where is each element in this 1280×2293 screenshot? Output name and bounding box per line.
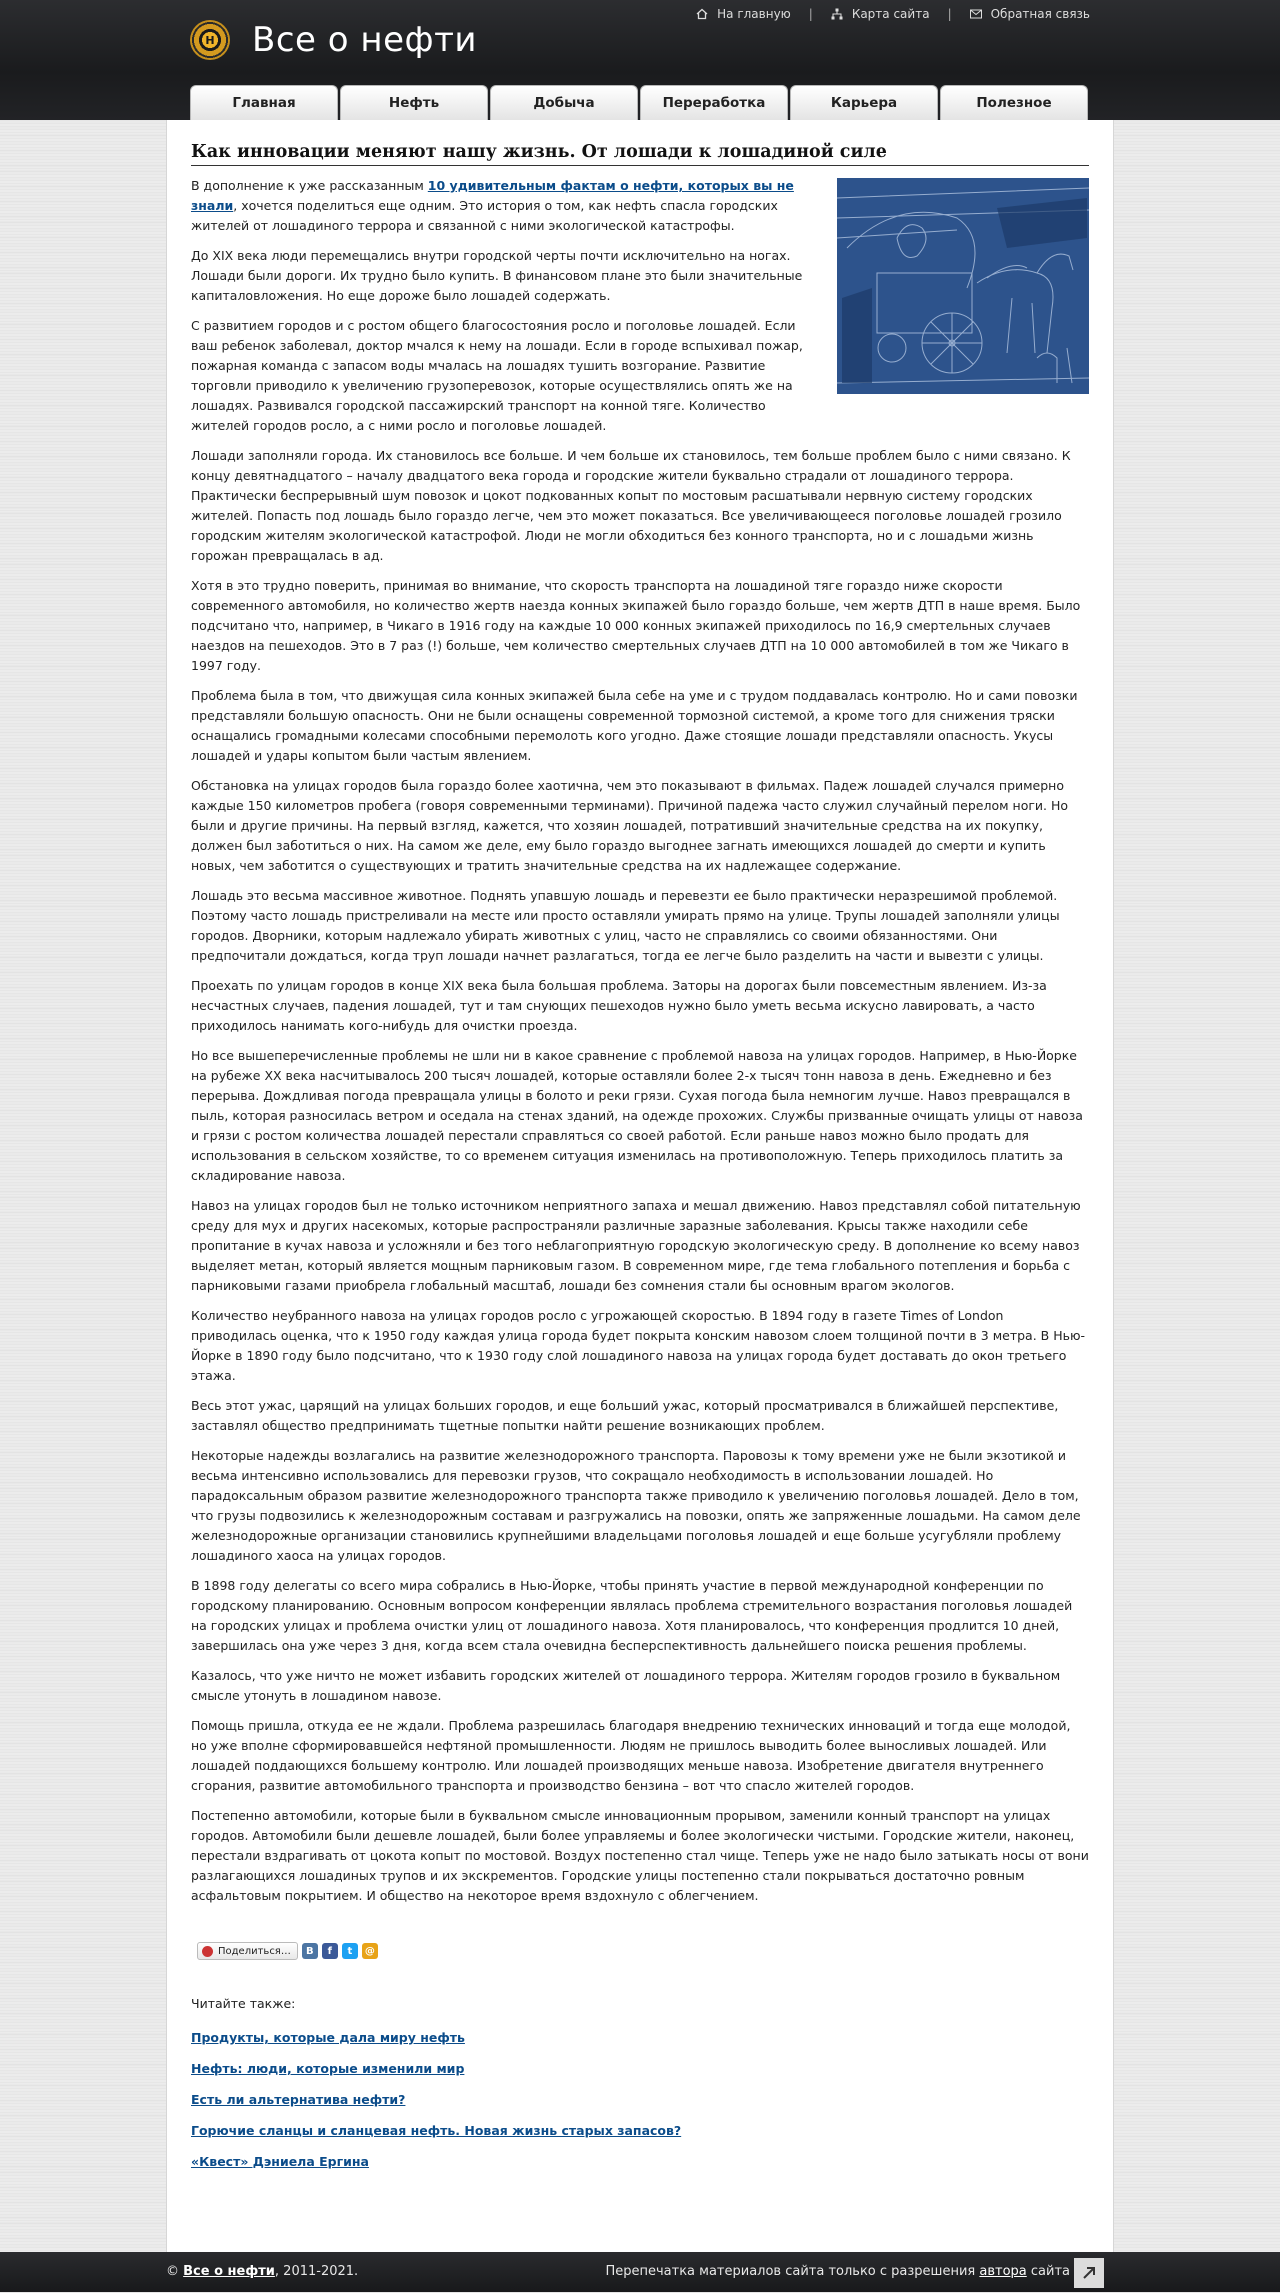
article-paragraph: Казалось, что уже ничто не может избавить городских жителей от лошадиного террора. Жителям городов грозило в буквальном смысле утонуть в лошадином навозе. bbox=[191, 1668, 1061, 1703]
article-paragraph: До XIX века люди перемещались внутри городской черты почти исключительно на ногах. Лошади были дороги. Их трудно было купить. В финансовом плане это были значительные капиталовложения. Но еще дороже было лошадей содержать. bbox=[191, 248, 803, 303]
read-also-link[interactable]: Продукты, которые дала миру нефть bbox=[191, 2030, 465, 2045]
article bbox=[191, 142, 1089, 1906]
nav-tab-extraction[interactable]: Добыча bbox=[490, 85, 638, 120]
home-link-label: На главную bbox=[717, 7, 791, 21]
top-links bbox=[696, 7, 1090, 21]
arrow-up-right-icon bbox=[1081, 2265, 1097, 2281]
article-illustration bbox=[837, 178, 1089, 394]
facebook-share-icon[interactable]: f bbox=[322, 1943, 338, 1959]
logo-icon: Н bbox=[190, 20, 230, 60]
site-title[interactable]: Все о нефти bbox=[252, 20, 477, 60]
article-paragraph: Навоз на улицах городов был не только источником неприятного запаха и мешал движению. Навоз представлял собой питательную среду для мух и других насекомых, которые распространяли различные заразные заболевания. Крысы также находили себе пропитание в кучах навоза и усложняли и без того неблагоприятную городскую экологическую среду. В дополнение ко всему навоз выделяет метан, который является мощным парниковым газом. В современном мире, где тема глобального потепления и борьба с парниковыми газами приобрела глобальный масштаб, лошади без сомнения стали бы основным врагом экологов. bbox=[191, 1198, 1081, 1293]
site-footer bbox=[0, 2252, 1280, 2292]
share-bar bbox=[191, 1942, 1089, 1960]
read-also-link[interactable]: Нефть: люди, которые изменили мир bbox=[191, 2061, 465, 2076]
main-nav bbox=[190, 85, 1090, 120]
reprint-text: Перепечатка материалов сайта только с разрешения bbox=[605, 2264, 976, 2279]
mail-icon bbox=[970, 8, 982, 20]
separator: | bbox=[808, 7, 813, 21]
sitemap-icon bbox=[831, 8, 843, 20]
intro-text-after: , хочется поделиться еще одним. Это история о том, как нефть спасла городских жителей от лошадиного террора и связанной с ними экологической катастрофы. bbox=[191, 198, 778, 233]
site-logo[interactable] bbox=[190, 20, 477, 60]
scroll-up-button[interactable] bbox=[1074, 2258, 1104, 2288]
mailru-share-icon[interactable]: @ bbox=[362, 1943, 378, 1959]
article-paragraph: Обстановка на улицах городов была гораздо более хаотична, чем это показывают в фильмах. Падеж лошадей случался примерно каждые 150 километров пробега (говоря современными терминами). Причиной падежа часто служил случайный перелом ноги. Но были и другие причины. На первый взгляд, кажется, что хозяин лошадей, потративший значительные средства на их покупку, должен был заботиться о них. На самом же деле, ему было гораздо выгоднее загнать имеющихся лошадей до смерти и купить новых, чем заботится о существующих и тратить значительные средства на их надлежащее содержание. bbox=[191, 778, 1069, 873]
article-paragraph: Постепенно автомобили, которые были в буквальном смысле инновационным прорывом, заменили конный транспорт на улицах городов. Автомобили были дешевле лошадей, были более управляемы и более экологически чистыми. Городские жители, наконец, перестали вздрагивать от цокота копыт по мостовой. Воздух постепенно стал чище. Теперь уже не надо было затыкать носы от вони разлагающихся лошадиных трупов и их экскрементов. Городские улицы постепенно стали покрываться достаточно ровным асфальтовым покрытием. И общество на некоторое время вздохнуло с облегчением. bbox=[191, 1808, 1089, 1903]
article-paragraph: Но все вышеперечисленные проблемы не шли ни в какое сравнение с проблемой навоза на улицах городов. Например, в Нью-Йорке на рубеже XX века насчитывалось 200 тысяч лошадей, которые оставляли более 2-х тысяч тонн навоза в день. Ежедневно и без перерыва. Дождливая погода превращала улицы в болото и реки грязи. Сухая погода была немногим лучше. Навоз превращался в пыль, которая разносилась ветром и оседала на стенах зданий, на одежде прохожих. Службы призванные очищать улицы от навоза и грязи с ростом количества лошадей перестали справляться со своей работой. Если раньше навоз можно было продать для использования в сельском хозяйстве, то со временем ситуация изменилась на противоположную. Теперь приходилось платить за складирование навоза. bbox=[191, 1048, 1083, 1183]
article-paragraph: Хотя в это трудно поверить, принимая во внимание, что скорость транспорта на лошадиной тяге гораздо ниже скорости современного автомобиля, но количество жертв наезда конных экипажей было гораздо больше, чем жертв ДТП в наше время. Было подсчитано что, например, в Чикаго в 1916 году на каждые 10 000 конных экипажей приходилось по 16,9 смертельных случаев наездов на пешеходов. Это в 7 раз (!) больше, чем количество смертельных случаев ДТП на 10 000 автомобилей в том же Чикаго в 1997 году. bbox=[191, 578, 1081, 673]
article-paragraph: Количество неубранного навоза на улицах городов росло с угрожающей скоростью. В 1894 году в газете Times of London приводилась оценка, что к 1950 году каждая улица города будет покрыта конским навозом слоем толщиной почти в 3 метра. В Нью-Йорке в 1890 году было подсчитано, что к 1930 году слой лошадиного навоза на улицах города будет доставать до окон третьего этажа. bbox=[191, 1308, 1085, 1383]
footer-copyright bbox=[166, 2264, 358, 2279]
nav-tab-career[interactable]: Карьера bbox=[790, 85, 938, 120]
nav-tab-oil[interactable]: Нефть bbox=[340, 85, 488, 120]
article-paragraph: Некоторые надежды возлагались на развитие железнодорожного транспорта. Паровозы к тому времени уже не были экзотикой и весьма интенсивно использовались для перевозки грузов, что сокращало необходимость в использовании лошадей. Но парадоксальным образом развитие железнодорожного транспорта также приводило к увеличению поголовья лошадей. Дело в том, что грузы подвозились к железнодорожным составам и разгружались на повозки, опять же запряженные лошадьми. На самом деле железнодорожные организации становились крупнейшими владельцами поголовья лошадей и еще больше усугубляли проблему лошадиного хаоса на улицах городов. bbox=[191, 1448, 1081, 1563]
nav-tab-home[interactable]: Главная bbox=[190, 85, 338, 120]
share-button-label: Поделиться… bbox=[218, 1945, 291, 1957]
article-paragraph: С развитием городов и с ростом общего благосостояния росло и поголовье лошадей. Если ваш ребенок заболевал, доктор мчался к нему на лошади. Если в городе вспыхивал пожар, пожарная команда с запасом воды мчалась на лошадях тушить возгорание. Развитие торговли приводило к увеличению грузоперевозок, которые осуществлялись опять же на лошадях. Развивался городской пассажирский транспорт на конной тяге. Количество жителей городов росло, а с ними росло и поголовье лошадей. bbox=[191, 318, 803, 433]
article-paragraph: Весь этот ужас, царящий на улицах больших городов, и еще больший ужас, который просматривался в ближайшей перспективе, заставлял общество предпринимать тщетные попытки найти решение возникающих проблем. bbox=[191, 1398, 1059, 1433]
read-also bbox=[191, 1996, 1089, 2169]
home-icon bbox=[696, 8, 708, 20]
twitter-share-icon[interactable]: t bbox=[342, 1943, 358, 1959]
article-paragraph: Лошади заполняли города. Их становилось все больше. И чем больше их становилось, тем больше проблем было с ними связано. К концу девятнадцатого – началу двадцатого века города и городские жители буквально страдали от лошадиного террора. Практически беспрерывный шум повозок и цокот подкованных копыт по мостовым расшатывали нервную систему городских жителей. Попасть под лошадь было гораздо легче, чем это может показаться. Все увеличивающееся поголовье лошадей грозило городским жителям экологической катастрофой. Люди не могли обходиться без конного транспорта, но и с лошадьми жизнь горожан превращалась в ад. bbox=[191, 448, 1071, 563]
horse-carriage-engraving-icon bbox=[837, 178, 1089, 394]
site-header bbox=[0, 0, 1280, 120]
footer-years: , 2011-2021. bbox=[274, 2264, 359, 2279]
read-also-link[interactable]: Горючие сланцы и сланцевая нефть. Новая жизнь старых запасов? bbox=[191, 2123, 682, 2138]
footer-site-link[interactable]: Все о нефти bbox=[183, 2264, 275, 2279]
sitemap-link-label: Карта сайта bbox=[851, 7, 930, 21]
feedback-link[interactable] bbox=[970, 7, 1090, 21]
read-also-link[interactable]: Есть ли альтернатива нефти? bbox=[191, 2092, 406, 2107]
share-button[interactable] bbox=[197, 1942, 298, 1960]
facts-article-link[interactable]: 10 удивительным фактам о нефти, которых вы не знали bbox=[191, 178, 794, 213]
sitemap-link[interactable] bbox=[831, 7, 930, 21]
feedback-link-label: Обратная связь bbox=[990, 7, 1090, 21]
copyright-sign: © bbox=[166, 2264, 179, 2279]
nav-tab-useful[interactable]: Полезное bbox=[940, 85, 1088, 120]
vk-share-icon[interactable]: В bbox=[302, 1943, 318, 1959]
intro-text-before: В дополнение к уже рассказанным bbox=[191, 178, 428, 193]
article-title: Как инновации меняют нашу жизнь. От лошади к лошадиной силе bbox=[191, 142, 1089, 166]
article-paragraph: Лошадь это весьма массивное животное. Поднять упавшую лошадь и перевезти ее было практически неразрешимой проблемой. Поэтому часто лошадь пристреливали на месте или просто оставляли умирать прямо на улице. Трупы лошадей заполняли улицы городов. Дворники, которым надлежало убирать животных с улиц, часто не справлялись со своими обязанностями. Они предпочитали дождаться, когда труп лошади начнет разлагаться, тогда ее легче было разделить на части и вывезти с улицы. bbox=[191, 888, 1060, 963]
share-icon bbox=[202, 1946, 213, 1957]
reprint-text-after: сайта bbox=[1030, 2264, 1070, 2279]
author-link[interactable]: автора bbox=[979, 2264, 1027, 2279]
read-also-link[interactable]: «Квест» Дэниела Ергина bbox=[191, 2154, 369, 2169]
article-paragraph: В 1898 году делегаты со всего мира собрались в Нью-Йорке, чтобы принять участие в первой международной конференции по городскому планированию. Основным вопросом конференции являлась проблема стремительного возрастания поголовья лошадей на городских улицах и проблема очистки улиц от лошадиного навоза. Хотя планировалось, что конференция продлится 10 дней, завершилась она уже через 3 дня, когда всем стала очевидна бесперспективность дальнейшего поиска решения проблемы. bbox=[191, 1578, 1073, 1653]
nav-tab-refining[interactable]: Переработка bbox=[640, 85, 788, 120]
read-also-label: Читайте также: bbox=[191, 1996, 296, 2011]
content-area bbox=[166, 120, 1114, 2252]
article-paragraph: Проехать по улицам городов в конце XIX века была большая проблема. Заторы на дорогах были повсеместным явлением. Из-за несчастных случаев, падения лошадей, тут и там снующих пешеходов нужно было уметь весьма искусно лавировать, а часто приходилось нанимать кого-нибудь для очистки проезда. bbox=[191, 978, 1047, 1033]
footer-reprint-notice bbox=[605, 2264, 1070, 2279]
home-link[interactable] bbox=[696, 7, 791, 21]
separator: | bbox=[947, 7, 952, 21]
article-paragraph: Помощь пришла, откуда ее не ждали. Проблема разрешилась благодаря внедрению технических инноваций и тогда еще молодой, но уже вполне сформировавшейся нефтяной промышленности. Людям не пришлось выводить более выносливых лошадей. Или лошадей поддающихся большему контролю. Или лошадей производящих меньше навоза. Изобретение двигателя внутреннего сгорания, развитие автомобильного транспорта и производство бензина – вот что спасло жителей городов. bbox=[191, 1718, 1071, 1793]
article-paragraph: Проблема была в том, что движущая сила конных экипажей была себе на уме и с трудом поддавалась контролю. Но и сами повозки представляли большую опасность. Они не были оснащены современной тормозной системой, а кроме того для снижения тряски оснащались громадными колесами способными перемолоть кого угодно. Даже стоящие лошади представляли опасность. Укусы лошадей и удары копытом были частым явлением. bbox=[191, 688, 1078, 763]
